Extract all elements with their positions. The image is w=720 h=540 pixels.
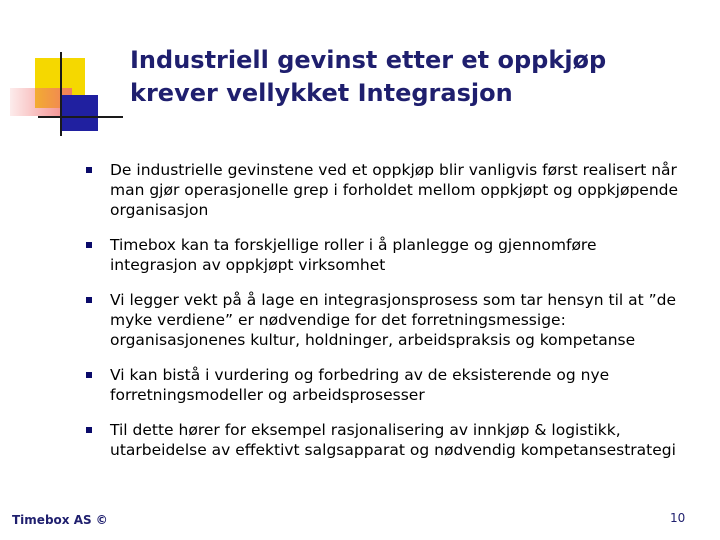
title-line-2: krever vellykket Integrasjon [130,79,513,107]
page-number: 10 [670,511,686,525]
bullet-list [86,160,686,460]
bullet-text: Vi kan bistå i vurdering og forbedring av de eksisterende og nye forretningsmodeller og arbeidsprosesser [110,366,610,404]
bullet-item [86,420,686,460]
bullet-text: De industrielle gevinstene ved et oppkjøp blir vanligvis først realisert når man gjør operasjonelle grep i forholdet mellom oppkjøpt og oppkjøpende organisasjon [110,161,679,219]
square-bullet-icon [86,427,92,433]
bullet-text: Timebox kan ta forskjellige roller i å planlegge og gjennomføre integrasjon av oppkjøpt virksomhet [110,236,597,274]
bullet-item [86,290,686,350]
title-line-1: Industriell gevinst etter et oppkjøp [130,46,607,74]
square-bullet-icon [86,372,92,378]
bullet-item [86,365,686,405]
decor-horizontal-line [38,116,123,118]
decor-blue-square [62,95,98,131]
bullet-item [86,235,686,275]
footer-company: Timebox AS © [12,513,108,527]
square-bullet-icon [86,297,92,303]
slide-title [130,44,690,110]
square-bullet-icon [86,167,92,173]
bullet-text: Vi legger vekt på å lage en integrasjonsprosess som tar hensyn til at ”de myke verdiene” er nødvendige for det forretningsmessige: organisasjonenes kultur, holdninger, arbeidspraksis og kompetanse [110,291,677,349]
bullet-item [86,160,686,220]
bullet-text: Til dette hører for eksempel rasjonalisering av innkjøp & logistikk, utarbeidelse av effektivt salgsapparat og nødvendig kompetansestrategi [110,421,676,459]
decor-vertical-line [60,52,62,136]
square-bullet-icon [86,242,92,248]
